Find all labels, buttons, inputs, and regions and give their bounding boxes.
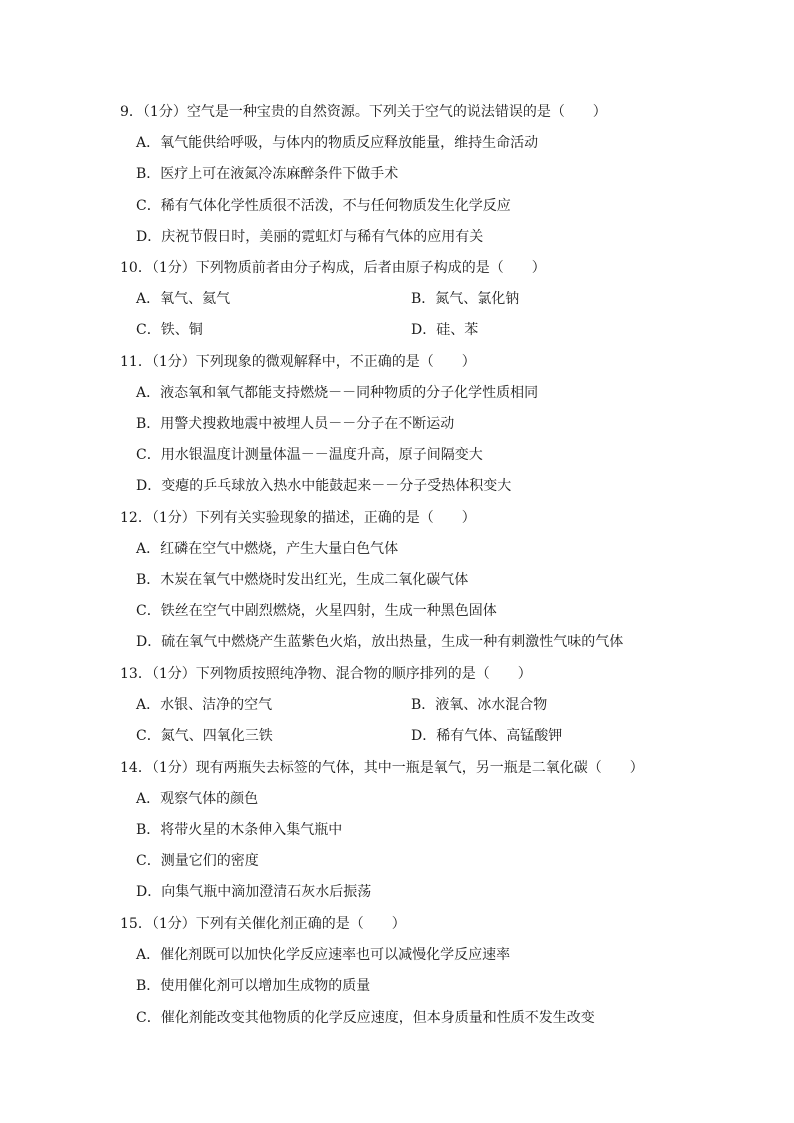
option-a: A．氧气、氦气 — [136, 291, 231, 307]
option-a: A．水银、洁净的空气 — [136, 697, 273, 713]
option-a: A．红磷在空气中燃烧，产生大量白色气体 — [136, 541, 399, 557]
question-stem: 15．（1分）下列有关催化剂正确的是（ ） — [120, 916, 406, 932]
option-b: B．使用催化剂可以增加生成物的质量 — [136, 978, 371, 994]
option-d: D．向集气瓶中滴加澄清石灰水后振荡 — [136, 884, 372, 900]
option-b: B．将带火星的木条伸入集气瓶中 — [136, 822, 343, 838]
option-c: C．氮气、四氧化三铁 — [136, 728, 273, 744]
option-c: C．用水银温度计测量体温－－温度升高，原子间隔变大 — [136, 447, 483, 463]
option-a: A．观察气体的颜色 — [136, 791, 259, 807]
option-b: B．液氧、冰水混合物 — [411, 697, 548, 713]
option-c: C．稀有气体化学性质很不活泼，不与任何物质发生化学反应 — [136, 198, 511, 214]
question-stem: 12．（1分）下列有关实验现象的描述，正确的是（ ） — [120, 510, 476, 526]
question-stem: 10．（1分）下列物质前者由分子构成，后者由原子构成的是（ ） — [120, 260, 546, 276]
option-b: B．用警犬搜救地震中被埋人员－－分子在不断运动 — [136, 416, 455, 432]
option-d: D．庆祝节假日时，美丽的霓虹灯与稀有气体的应用有关 — [136, 229, 484, 245]
option-d: D．变瘪的乒乓球放入热水中能鼓起来－－分子受热体积变大 — [136, 478, 512, 494]
question-stem: 13．（1分）下列物质按照纯净物、混合物的顺序排列的是（ ） — [120, 666, 532, 682]
option-c: C．铁丝在空气中剧烈燃烧，火星四射，生成一种黑色固体 — [136, 603, 497, 619]
option-c: C．催化剂能改变其他物质的化学反应速度，但本身质量和性质不发生改变 — [136, 1010, 595, 1026]
option-b: B．医疗上可在液氮冷冻麻醉条件下做手术 — [136, 166, 399, 182]
option-a: A．催化剂既可以加快化学反应速率也可以减慢化学反应速率 — [136, 947, 511, 963]
option-c: C．铁、铜 — [136, 322, 203, 338]
option-a: A．氧气能供给呼吸，与体内的物质反应释放能量，维持生命活动 — [136, 135, 539, 151]
option-d: D．硫在氧气中燃烧产生蓝紫色火焰，放出热量，生成一种有刺激性气味的气体 — [136, 634, 624, 650]
option-b: B．氮气、氯化钠 — [411, 291, 520, 307]
option-d: D．稀有气体、高锰酸钾 — [411, 728, 563, 744]
option-d: D．硅、苯 — [411, 322, 479, 338]
option-b: B．木炭在氧气中燃烧时发出红光，生成二氧化碳气体 — [136, 572, 469, 588]
option-c: C．测量它们的密度 — [136, 853, 259, 869]
question-stem: 11．（1分）下列现象的微观解释中，不正确的是（ ） — [120, 354, 476, 370]
question-stem: 14．（1分）现有两瓶失去标签的气体，其中一瓶是氧气，另一瓶是二氧化碳（ ） — [120, 760, 644, 776]
question-stem: 9．（1分）空气是一种宝贵的自然资源。下列关于空气的说法错误的是（ ） — [120, 104, 607, 120]
option-a: A．液态氧和氧气都能支持燃烧－－同种物质的分子化学性质相同 — [136, 385, 539, 401]
